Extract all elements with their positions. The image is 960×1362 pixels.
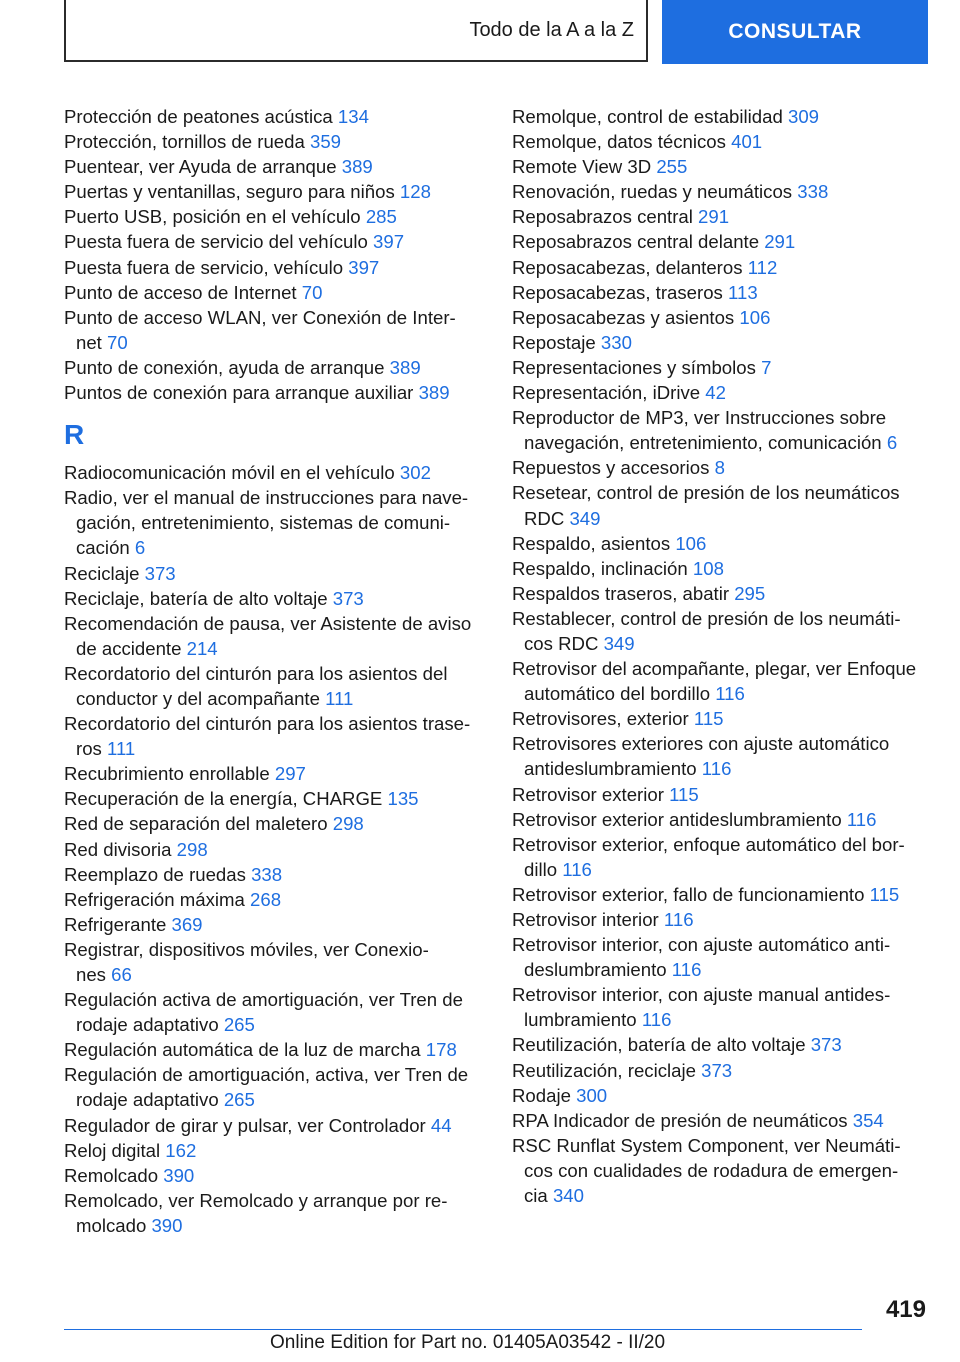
- index-entry-text: Reutilización, batería de alto voltaje: [512, 1034, 806, 1056]
- page-link[interactable]: 116: [846, 808, 877, 830]
- page-link[interactable]: 7: [761, 356, 772, 378]
- page-link[interactable]: 369: [171, 913, 203, 935]
- index-entry-text: Reposabrazos central: [512, 206, 693, 228]
- index-entry-text: Puntos de conexión para arranque auxiliar: [64, 382, 414, 404]
- index-entry-text: Regulación de amortiguación, activa, ver Tren de: [64, 1064, 469, 1086]
- index-entry: [512, 154, 930, 179]
- page-link[interactable]: 128: [399, 181, 431, 203]
- index-entry: [512, 355, 930, 380]
- index-entry: [512, 606, 930, 656]
- page-link[interactable]: 134: [337, 106, 369, 127]
- index-entry: [512, 982, 930, 1032]
- index-entry-text: Remolque, control de estabilidad: [512, 106, 783, 127]
- index-entry: [64, 786, 484, 811]
- index-entry: [64, 380, 484, 405]
- page-link[interactable]: 373: [332, 587, 364, 609]
- index-entry: [64, 104, 484, 129]
- index-entry: [64, 1062, 484, 1112]
- page-link[interactable]: 116: [562, 858, 592, 880]
- page-link[interactable]: 116: [641, 1009, 672, 1031]
- index-entry-text: rodaje adaptativo: [76, 1014, 219, 1036]
- index-entry-text: Reloj digital: [64, 1139, 161, 1161]
- index-entry-text: net: [76, 331, 102, 353]
- index-entry: [512, 807, 930, 832]
- index-entry-text: Retrovisor interior, con ajuste automático anti-: [512, 934, 891, 956]
- page-link[interactable]: 298: [176, 838, 208, 860]
- index-entry-text: Punto de conexión, ayuda de arranque: [64, 356, 385, 378]
- index-entry-text: Retrovisores exteriores con ajuste automático: [512, 733, 890, 755]
- index-entry-text: Retrovisor del acompañante, plegar, ver Enfoque: [512, 658, 917, 680]
- page-link[interactable]: 330: [600, 331, 632, 353]
- page-link[interactable]: 401: [731, 131, 763, 153]
- page-link[interactable]: 116: [663, 909, 694, 930]
- index-entry: [512, 280, 930, 305]
- index-entry-text: Reposacabezas y asientos: [512, 306, 735, 328]
- index-entry-text: Respaldo, asientos: [512, 532, 671, 554]
- index-entry-text: Refrigerante: [64, 913, 167, 935]
- index-entry: [64, 887, 484, 912]
- index-entry-text: nes: [76, 964, 106, 985]
- page-link[interactable]: 42: [705, 382, 726, 404]
- index-entry-text: deslumbramiento: [524, 959, 667, 981]
- index-entry-text: Puerto USB, posición en el vehículo: [64, 206, 361, 228]
- page-link[interactable]: 297: [274, 763, 306, 785]
- page-link[interactable]: 116: [671, 959, 702, 981]
- page-link[interactable]: 108: [692, 557, 724, 579]
- page-link[interactable]: 162: [165, 1139, 197, 1161]
- index-entry-text: Retrovisores, exterior: [512, 708, 689, 730]
- page-link[interactable]: 389: [341, 156, 373, 178]
- index-entry-text: Reciclaje, batería de alto voltaje: [64, 587, 328, 609]
- index-entry-text: Recordatorio del cinturón para los asientos del: [64, 662, 448, 684]
- page-link[interactable]: 66: [111, 964, 132, 985]
- page-link[interactable]: 255: [656, 156, 688, 178]
- consult-tab[interactable]: [662, 0, 928, 64]
- index-entry-text: Respaldos traseros, abatir: [512, 582, 730, 604]
- index-entry-text: conductor y del acompañante: [76, 687, 320, 709]
- section-tab-label: Todo de la A a la Z: [469, 18, 634, 41]
- index-entry-text: antideslumbramiento: [524, 758, 697, 780]
- index-entry: [512, 229, 930, 254]
- index-entry: [64, 154, 484, 179]
- index-entry: [512, 480, 930, 530]
- page-link[interactable]: 309: [787, 106, 820, 127]
- page-link[interactable]: 112: [747, 256, 778, 278]
- index-entry: [512, 832, 930, 882]
- index-entry: [64, 1113, 484, 1138]
- index-entry: [64, 305, 484, 355]
- page-link[interactable]: 268: [250, 888, 282, 910]
- page-link[interactable]: 111: [325, 687, 354, 709]
- index-entry: [512, 581, 930, 606]
- index-entry-text: Retrovisor interior, con ajuste manual antides-: [512, 984, 891, 1006]
- index-entry: [512, 556, 930, 581]
- index-entry-text: Puentear, ver Ayuda de arranque: [64, 156, 337, 178]
- page-link[interactable]: 389: [418, 382, 450, 404]
- page-link[interactable]: 115: [669, 783, 699, 805]
- page-header: [64, 0, 928, 64]
- index-entry-text: Retrovisor exterior antideslumbramiento: [512, 808, 842, 830]
- index-entry-text: lumbramiento: [524, 1009, 637, 1031]
- index-entry-text: Regulación automática de la luz de marcha: [64, 1039, 421, 1061]
- index-entry-text: Radio, ver el manual de instrucciones para nave-: [64, 487, 469, 509]
- index-entry-text: RPA Indicador de presión de neumáticos: [512, 1109, 848, 1131]
- index-entry-text: molcado: [76, 1214, 147, 1236]
- page-link[interactable]: 349: [603, 632, 635, 654]
- index-entry-text: Protección de peatones acústica: [64, 106, 333, 127]
- page-link[interactable]: 291: [764, 231, 796, 253]
- index-letter-heading: R: [64, 419, 85, 451]
- index-entry: [512, 531, 930, 556]
- index-entry-text: Renovación, ruedas y neumáticos: [512, 181, 793, 203]
- page-link[interactable]: 389: [389, 356, 421, 378]
- edition-text: Online Edition for Part no. 01405A03542 - II/20: [270, 1332, 666, 1353]
- index-entry: [64, 937, 484, 987]
- index-entry: [512, 782, 930, 807]
- index-entry-text: Punto de acceso WLAN, ver Conexión de Inter-: [64, 306, 456, 328]
- index-entry-text: Rodaje: [512, 1084, 571, 1106]
- index-entry-text: ros: [76, 738, 102, 760]
- index-entry-text: cia: [524, 1185, 548, 1207]
- page-link[interactable]: 70: [301, 281, 323, 303]
- index-entry-text: dillo: [524, 858, 558, 880]
- index-column-left: [64, 104, 484, 1238]
- index-entry: [64, 179, 484, 204]
- page-link[interactable]: 115: [869, 883, 900, 905]
- index-entry: [512, 1133, 930, 1208]
- page-link[interactable]: 354: [852, 1109, 884, 1131]
- index-column-right: [512, 104, 930, 1208]
- index-entry: [512, 731, 930, 781]
- section-tab[interactable]: [64, 0, 648, 62]
- index-entry-text: Recordatorio del cinturón para los asientos trase-: [64, 713, 471, 735]
- index-entry-text: Representación, iDrive: [512, 382, 701, 404]
- index-entry-text: gación, entretenimiento, sistemas de comuni-: [76, 512, 451, 534]
- index-entry-text: Punto de acceso de Internet: [64, 281, 297, 303]
- index-entry: [512, 1108, 930, 1133]
- index-entry: [512, 255, 930, 280]
- index-entry-text: Resetear, control de presión de los neumáticos: [512, 482, 900, 504]
- page-link[interactable]: 106: [675, 532, 707, 554]
- index-entry-text: Reciclaje: [64, 562, 140, 584]
- index-entry: [64, 586, 484, 611]
- index-entry: [512, 932, 930, 982]
- page-link[interactable]: 214: [186, 637, 218, 659]
- page-link[interactable]: 113: [728, 281, 758, 303]
- index-entry-text: Radiocomunicación móvil en el vehículo: [64, 462, 395, 484]
- index-entry-text: RDC: [524, 507, 565, 529]
- index-entry-text: Puesta fuera de servicio del vehículo: [64, 231, 368, 253]
- index-entry-text: Retrovisor exterior, fallo de funcionamiento: [512, 883, 865, 905]
- page-link[interactable]: 8: [714, 457, 725, 479]
- index-entry: [64, 1037, 484, 1062]
- page-link[interactable]: 390: [151, 1214, 183, 1236]
- index-entry: [64, 987, 484, 1037]
- footer-divider: [64, 1329, 862, 1330]
- index-entry-text: Reposabrazos central delante: [512, 231, 760, 253]
- page-link[interactable]: 111: [107, 738, 136, 760]
- index-entry: [64, 561, 484, 586]
- index-entry: [64, 862, 484, 887]
- page-link[interactable]: 295: [734, 582, 766, 604]
- index-entry-text: Repuestos y accesorios: [512, 457, 710, 479]
- page-link[interactable]: 338: [797, 181, 829, 203]
- page-link[interactable]: 373: [810, 1034, 842, 1056]
- index-entry-text: Puertas y ventanillas, seguro para niños: [64, 181, 395, 203]
- index-entry: [64, 711, 484, 761]
- page-link[interactable]: 70: [107, 331, 128, 353]
- index-entry-text: Reutilización, reciclaje: [512, 1059, 696, 1081]
- page-link[interactable]: 340: [552, 1185, 584, 1207]
- index-entry: [64, 661, 484, 711]
- index-entry: [64, 255, 484, 280]
- index-entry: [512, 706, 930, 731]
- index-entry-text: Retrovisor exterior, enfoque automático del bor-: [512, 833, 905, 855]
- page-link[interactable]: 359: [310, 131, 342, 153]
- page-link[interactable]: 397: [373, 231, 405, 253]
- page-link[interactable]: 338: [251, 863, 283, 885]
- index-entry: [64, 460, 484, 485]
- index-entry-text: Reproductor de MP3, ver Instrucciones sobre: [512, 407, 887, 429]
- index-entry-text: Remote View 3D: [512, 156, 652, 178]
- index-entry: [64, 611, 484, 661]
- index-entry: [64, 761, 484, 786]
- index-entry-text: Reemplazo de ruedas: [64, 863, 246, 885]
- index-entry-text: Red de separación del maletero: [64, 813, 328, 835]
- index-entry-text: Regulador de girar y pulsar, ver Controlador: [64, 1114, 426, 1136]
- index-entry-text: Remolcado: [64, 1164, 159, 1186]
- index-entry-text: Red divisoria: [64, 838, 172, 860]
- index-entry: [64, 204, 484, 229]
- index-entry: [64, 1163, 484, 1188]
- index-entry: [64, 485, 484, 560]
- index-entry: [64, 280, 484, 305]
- index-entry-text: Protección, tornillos de rueda: [64, 131, 305, 153]
- index-entry: [512, 1032, 930, 1057]
- index-entry: [512, 405, 930, 455]
- index-entry: [64, 1188, 484, 1238]
- index-entry-text: cos con cualidades de rodadura de emergen-: [524, 1159, 899, 1181]
- index-entry-text: Reposacabezas, delanteros: [512, 256, 743, 278]
- page-link[interactable]: 390: [163, 1164, 195, 1186]
- index-entry: [64, 811, 484, 836]
- index-entry-text: Refrigeración máxima: [64, 888, 245, 910]
- index-entry: [512, 129, 930, 154]
- index-entry-text: Remolcado, ver Remolcado y arranque por re-: [64, 1189, 448, 1211]
- page-link[interactable]: 6: [886, 432, 898, 454]
- index-entry-text: Respaldo, inclinación: [512, 557, 688, 579]
- index-entry: [512, 380, 930, 405]
- page-link[interactable]: 44: [430, 1114, 452, 1136]
- page-link[interactable]: 135: [387, 788, 419, 810]
- page-link[interactable]: 373: [144, 562, 176, 584]
- page-link[interactable]: 300: [576, 1084, 608, 1106]
- index-entry-text: Recuperación de la energía, CHARGE: [64, 788, 383, 810]
- page-link[interactable]: 178: [425, 1039, 457, 1061]
- page-link[interactable]: 116: [701, 758, 732, 780]
- index-entry: [512, 330, 930, 355]
- index-entry: [512, 1083, 930, 1108]
- index-entry: [512, 656, 930, 706]
- page-link[interactable]: 265: [223, 1089, 255, 1111]
- index-entry: [512, 907, 930, 932]
- index-entry-text: Puesta fuera de servicio, vehículo: [64, 256, 344, 278]
- index-entry: [64, 229, 484, 254]
- page-link[interactable]: 115: [693, 708, 724, 730]
- index-entry-text: Restablecer, control de presión de los neumáti-: [512, 607, 901, 629]
- index-entry: [512, 204, 930, 229]
- index-entry: [64, 912, 484, 937]
- index-entry-text: Retrovisor interior: [512, 909, 659, 930]
- page-link[interactable]: 302: [399, 462, 431, 484]
- index-entry-text: Recomendación de pausa, ver Asistente de aviso: [64, 612, 472, 634]
- index-entry: [64, 129, 484, 154]
- index-entry-text: automático del bordillo: [524, 683, 711, 705]
- index-entry-text: Recubrimiento enrollable: [64, 763, 270, 785]
- page-link[interactable]: 265: [223, 1014, 255, 1036]
- index-entry-text: Registrar, dispositivos móviles, ver Conexio-: [64, 938, 429, 960]
- page-link[interactable]: 397: [348, 256, 380, 278]
- index-entry: [64, 837, 484, 862]
- index-entry: [512, 1058, 930, 1083]
- page-link[interactable]: 349: [569, 507, 601, 529]
- page-link[interactable]: 285: [365, 206, 397, 228]
- index-entry-text: rodaje adaptativo: [76, 1089, 219, 1111]
- page-link[interactable]: 298: [332, 813, 364, 835]
- index-entry-text: cos RDC: [524, 632, 599, 654]
- index-entry: [512, 882, 930, 907]
- index-entry-text: Regulación activa de amortiguación, ver Tren de: [64, 989, 463, 1011]
- index-entry-text: Representaciones y símbolos: [512, 356, 756, 378]
- index-entry-text: Repostaje: [512, 331, 596, 353]
- index-entry-text: RSC Runflat System Component, ver Neumáti-: [512, 1134, 901, 1156]
- page-link[interactable]: 291: [698, 206, 730, 228]
- index-entry-text: Remolque, datos técnicos: [512, 131, 726, 153]
- index-entry-text: Retrovisor exterior: [512, 783, 664, 805]
- consult-tab-label: CONSULTAR: [728, 20, 862, 43]
- index-entry: [512, 305, 930, 330]
- page-link[interactable]: 373: [701, 1059, 733, 1081]
- index-entry: [512, 104, 930, 129]
- index-entry: [64, 1138, 484, 1163]
- page-link[interactable]: 6: [134, 537, 146, 559]
- index-entry-text: navegación, entretenimiento, comunicación: [524, 432, 882, 454]
- index-entry: [64, 355, 484, 380]
- index-entry: [512, 455, 930, 480]
- page-number: 419: [885, 1296, 926, 1323]
- index-entry-text: Reposacabezas, traseros: [512, 281, 723, 303]
- index-entry-text: de accidente: [76, 637, 182, 659]
- page-link[interactable]: 116: [715, 683, 745, 705]
- index-entry: [512, 179, 930, 204]
- index-entry-text: cación: [76, 537, 130, 559]
- page-link[interactable]: 106: [739, 306, 771, 328]
